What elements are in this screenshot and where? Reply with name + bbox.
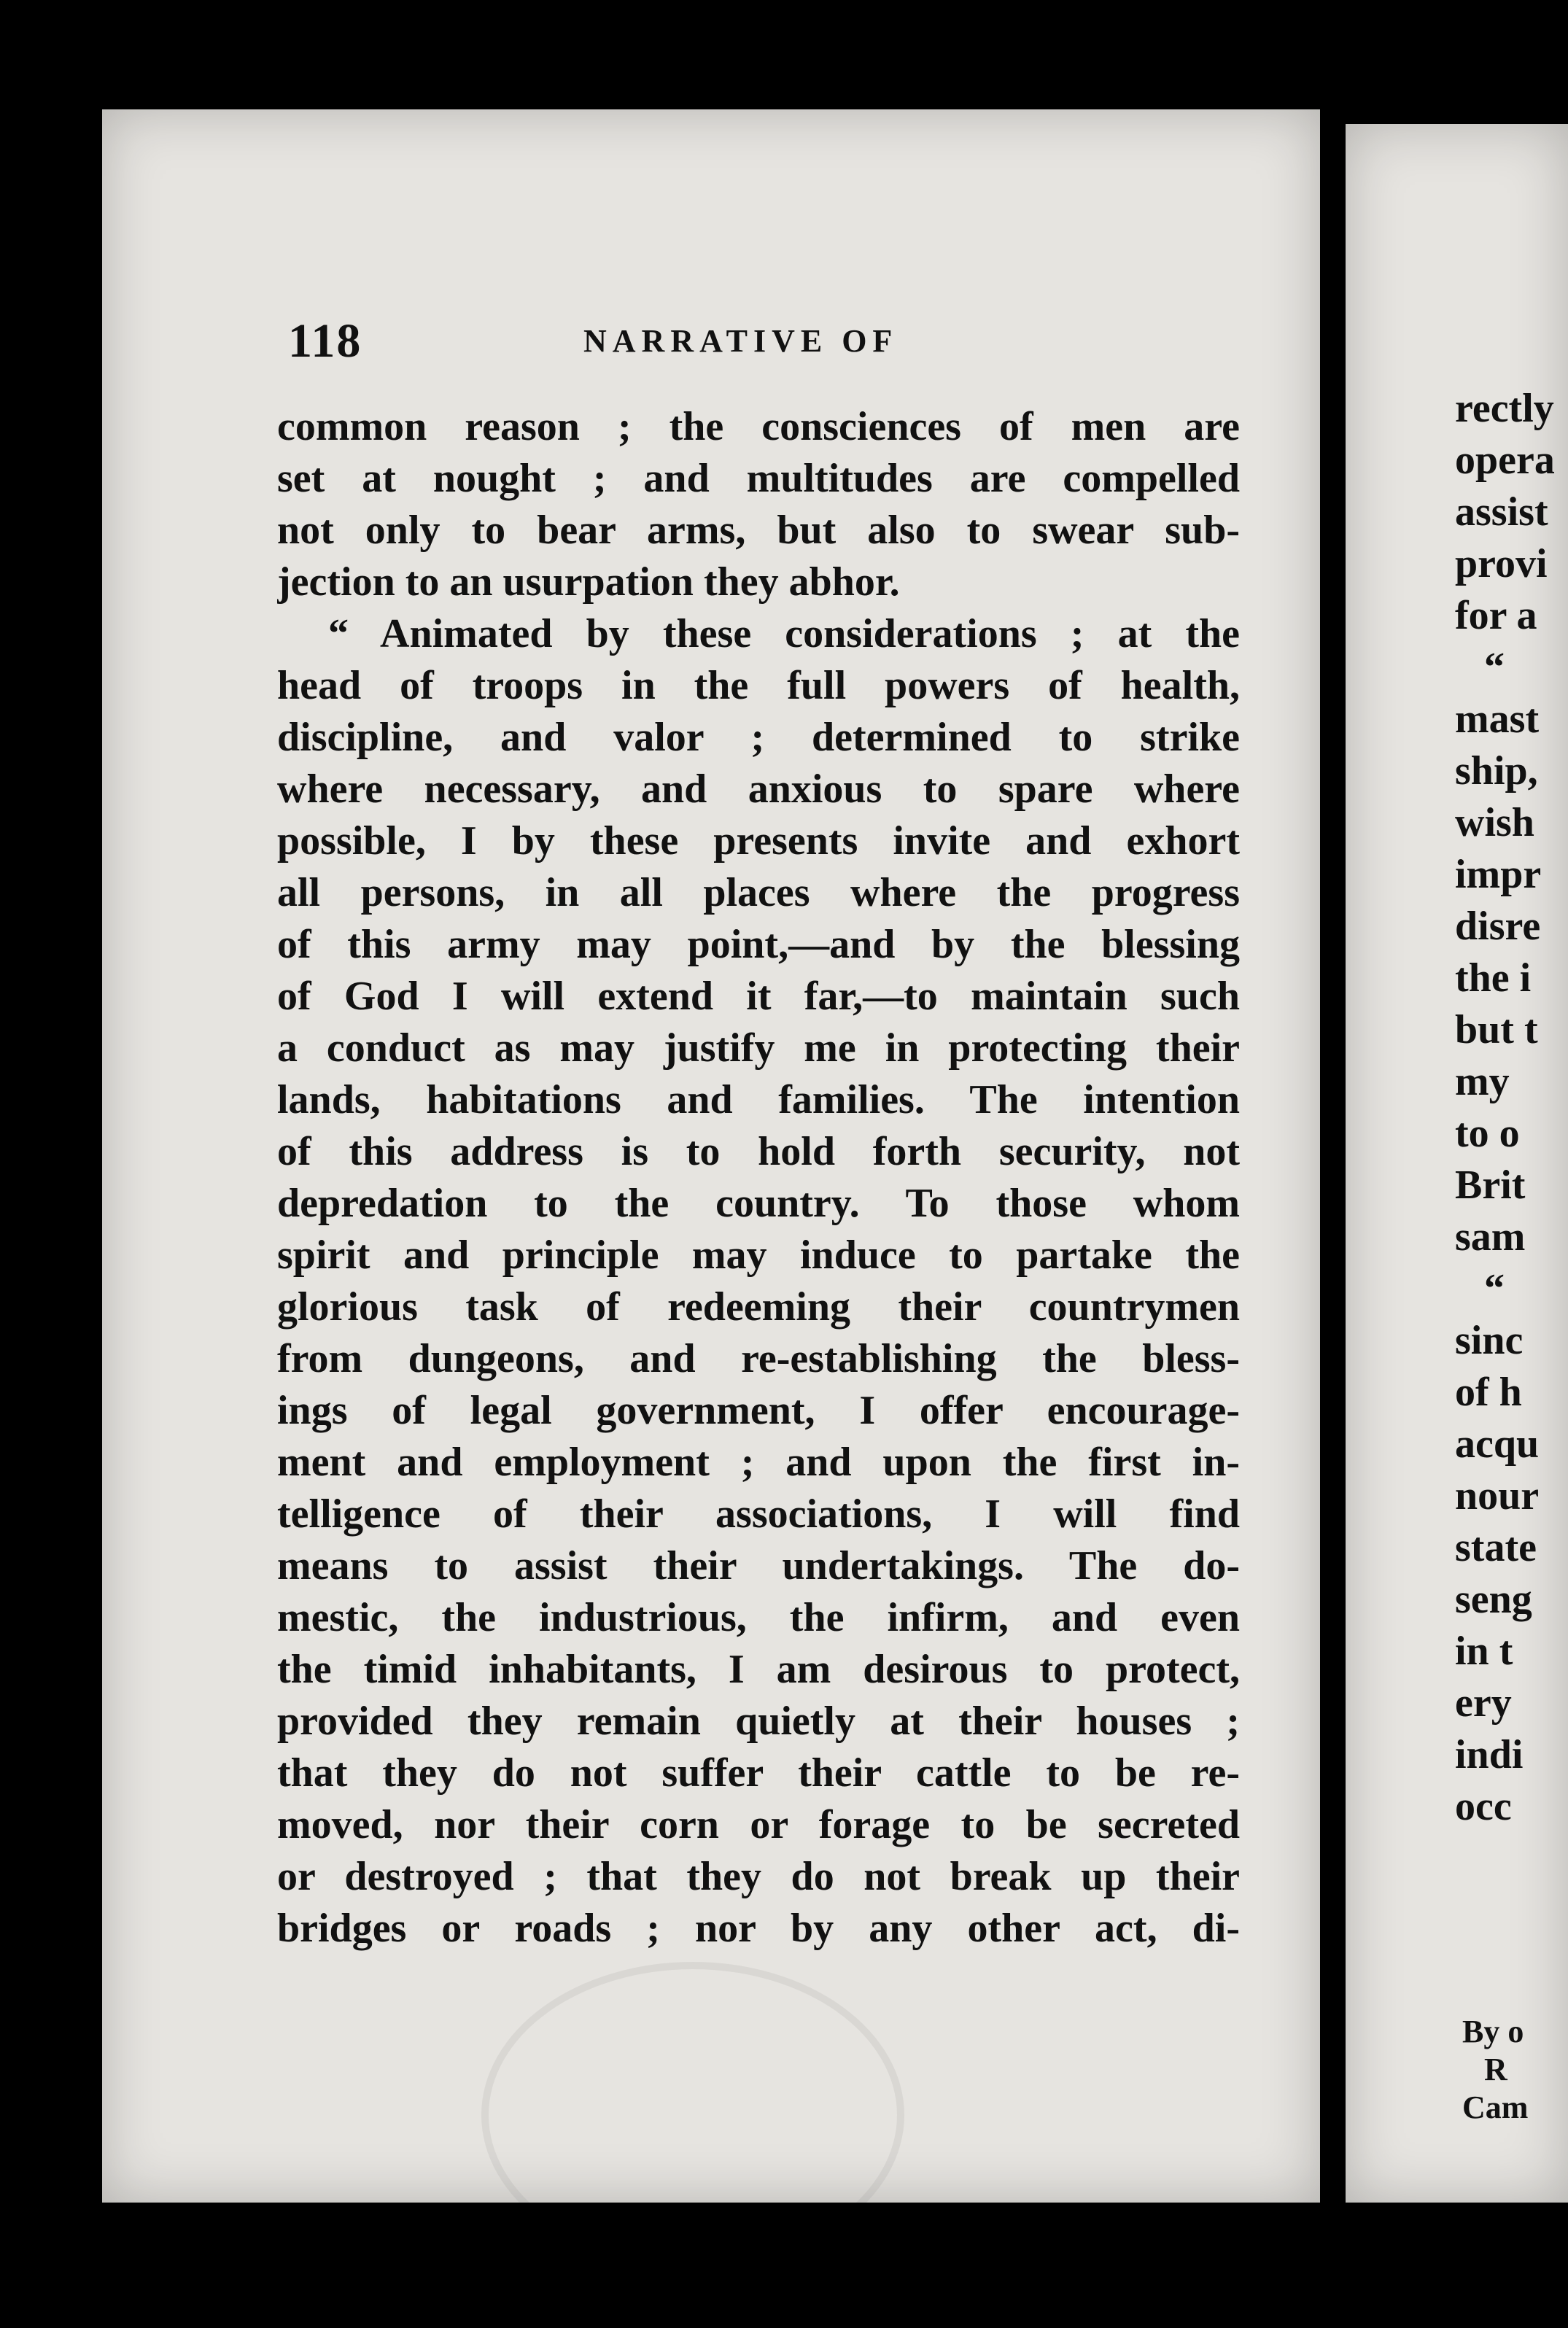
- text-line: rectly: [1455, 386, 1554, 431]
- right-page-text: [1455, 383, 1568, 1833]
- text-line: state: [1455, 1525, 1537, 1570]
- text-line: moved, nor their corn or forage to be secreted: [277, 1802, 1240, 1847]
- text-line: impr: [1455, 852, 1542, 897]
- text-line: sinc: [1455, 1318, 1524, 1363]
- signature-line: By o: [1462, 2014, 1524, 2049]
- text-line: of h: [1455, 1370, 1522, 1415]
- text-line: mast: [1455, 697, 1540, 742]
- text-line: indi: [1455, 1732, 1524, 1777]
- text-line: but t: [1455, 1007, 1538, 1052]
- text-line: my: [1455, 1059, 1510, 1104]
- library-stamp-watermark: [481, 1962, 904, 2203]
- text-line: the i: [1455, 955, 1532, 1001]
- right-page: [1346, 124, 1568, 2203]
- text-line: common reason ; the consciences of men are: [277, 404, 1240, 449]
- text-line: from dungeons, and re-establishing the bless-: [277, 1336, 1240, 1381]
- text-line: to o: [1455, 1111, 1520, 1156]
- text-line: where necessary, and anxious to spare where: [277, 767, 1240, 812]
- text-line: depredation to the country. To those whom: [277, 1181, 1240, 1226]
- text-line: sam: [1455, 1214, 1526, 1260]
- text-line: ship,: [1455, 748, 1538, 794]
- text-line: in t: [1455, 1629, 1513, 1674]
- text-line: opera: [1455, 438, 1555, 483]
- text-line: acqu: [1455, 1421, 1540, 1467]
- text-line: of this address is to hold forth security, not: [277, 1129, 1240, 1174]
- text-line: “: [1484, 1266, 1505, 1311]
- text-line: of this army may point,—and by the blessing: [277, 922, 1240, 967]
- text-line: or destroyed ; that they do not break up their: [277, 1854, 1240, 1899]
- text-line: assist: [1455, 489, 1548, 535]
- text-line: mestic, the industrious, the infirm, and even: [277, 1595, 1240, 1640]
- text-line: seng: [1455, 1577, 1532, 1622]
- text-line: telligence of their associations, I will find: [277, 1491, 1240, 1537]
- text-line: “ Animated by these considerations ; at the: [328, 611, 1240, 656]
- page-number: 118: [288, 314, 362, 368]
- text-line: nour: [1455, 1473, 1540, 1518]
- text-line: for a: [1455, 593, 1537, 638]
- text-line: means to assist their undertakings. The do-: [277, 1543, 1240, 1588]
- text-line: “: [1484, 645, 1505, 690]
- signature-line: R: [1484, 2052, 1507, 2087]
- text-line: glorious task of redeeming their countrymen: [277, 1284, 1240, 1330]
- text-line: possible, I by these presents invite and exhort: [277, 818, 1240, 864]
- book-gutter: [1320, 109, 1346, 2203]
- text-line: set at nought ; and multitudes are compelled: [277, 456, 1240, 501]
- text-line: Brit: [1455, 1163, 1526, 1208]
- text-line: all persons, in all places where the progress: [277, 870, 1240, 915]
- running-head: NARRATIVE OF: [583, 323, 899, 359]
- text-line: discipline, and valor ; determined to strike: [277, 715, 1240, 760]
- text-line: ery: [1455, 1680, 1512, 1726]
- text-line: not only to bear arms, but also to swear sub-: [277, 508, 1240, 553]
- text-line: lands, habitations and families. The intention: [277, 1077, 1240, 1122]
- text-line: head of troops in the full powers of health,: [277, 663, 1240, 708]
- text-line: that they do not suffer their cattle to be re-: [277, 1750, 1240, 1796]
- text-line: ment and employment ; and upon the first in-: [277, 1440, 1240, 1485]
- text-line: occ: [1455, 1784, 1512, 1829]
- text-line: the timid inhabitants, I am desirous to protect,: [277, 1647, 1240, 1692]
- signature-line: Cam: [1462, 2090, 1529, 2125]
- right-page-signature: [1462, 2013, 1528, 2127]
- body-text: [277, 401, 1240, 1955]
- text-line: provi: [1455, 541, 1548, 586]
- text-line: ings of legal government, I offer encourage-: [277, 1388, 1240, 1433]
- text-line: of God I will extend it far,—to maintain such: [277, 974, 1240, 1019]
- text-line: spirit and principle may induce to partake the: [277, 1233, 1240, 1278]
- text-line: a conduct as may justify me in protecting their: [277, 1025, 1240, 1071]
- text-line: jection to an usurpation they abhor.: [277, 559, 900, 605]
- text-line: provided they remain quietly at their houses ;: [277, 1699, 1240, 1744]
- text-line: bridges or roads ; nor by any other act, di-: [277, 1906, 1240, 1951]
- text-line: disre: [1455, 904, 1541, 949]
- text-line: wish: [1455, 800, 1534, 845]
- left-page: [102, 109, 1320, 2203]
